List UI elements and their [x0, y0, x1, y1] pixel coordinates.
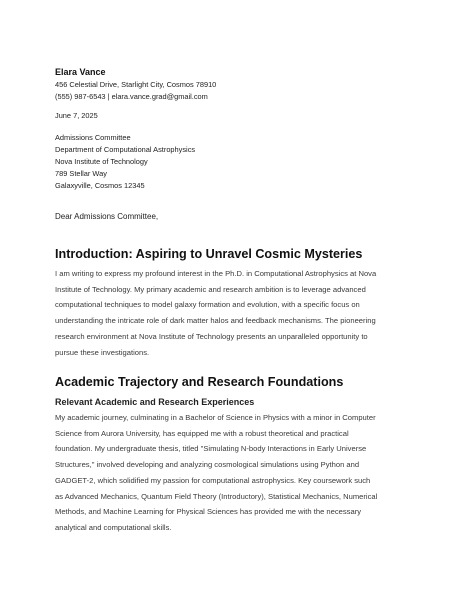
- paragraph-line: computational techniques to model galaxy formation and evolution, with a specific focus on: [55, 300, 360, 310]
- paragraph-line: understanding the intricate role of dark matter halos and feedback mechanisms. The pioneering: [55, 316, 376, 326]
- recipient-line: Nova Institute of Technology: [55, 157, 148, 166]
- recipient-line: Admissions Committee: [55, 133, 131, 142]
- academic-paragraph: [55, 410, 415, 536]
- paragraph-line: My academic journey, culminating in a Bachelor of Science in Physics with a minor in Computer: [55, 413, 376, 422]
- introduction-paragraph: [55, 266, 415, 360]
- section-heading-introduction: Introduction: Aspiring to Unravel Cosmic Mysteries: [55, 247, 363, 261]
- paragraph-line: Structures," involved developing and analyzing cosmological simulations using Python and: [55, 460, 360, 470]
- recipient-line: Galaxyville, Cosmos 12345: [55, 181, 145, 190]
- paragraph-line: Institute of Technology. My primary academic and research ambition is to leverage advanced: [55, 284, 366, 294]
- paragraph-line: pursue these investigations.: [55, 347, 150, 357]
- paragraph-line: I am writing to express my profound interest in the Ph.D. in Computational Astrophysics at Nova: [55, 269, 377, 278]
- paragraph-line: as Advanced Mechanics, Quantum Field Theory (Introductory), Statistical Mechanics, Numerical: [55, 491, 378, 501]
- recipient-block: [55, 132, 415, 192]
- section-heading-academic: Academic Trajectory and Research Foundations: [55, 375, 344, 389]
- paragraph-line: foundation. My undergraduate thesis, titled "Simulating N-body Interactions in Early Universe: [55, 444, 367, 454]
- paragraph-line: Methods, and Machine Learning for Physical Sciences has provided me with the necessary: [55, 507, 362, 517]
- subsection-heading: Relevant Academic and Research Experiences: [55, 397, 255, 407]
- paragraph-line: analytical and computational skills.: [55, 522, 172, 532]
- recipient-line: 789 Stellar Way: [55, 169, 107, 178]
- recipient-line: Department of Computational Astrophysics: [55, 145, 196, 154]
- sender-address: 456 Celestial Drive, Starlight City, Cosmos 78910: [55, 80, 217, 89]
- paragraph-line: Science from Aurora University, has equipped me with a robust theoretical and practical: [55, 428, 349, 438]
- salutation: Dear Admissions Committee,: [55, 212, 159, 221]
- sender-block: [55, 79, 415, 103]
- sender-name: Elara Vance: [55, 67, 106, 77]
- paragraph-line: research environment at Nova Institute of Technology presents an unparalleled opportunity to: [55, 331, 368, 341]
- sender-contact: (555) 987-6543 | elara.vance.grad@gmail.com: [55, 92, 208, 101]
- letter-date: [55, 110, 415, 122]
- date-text: June 7, 2025: [55, 111, 98, 120]
- paragraph-line: GADGET-2, which solidified my passion for computational astrophysics. Key coursework such: [55, 475, 371, 485]
